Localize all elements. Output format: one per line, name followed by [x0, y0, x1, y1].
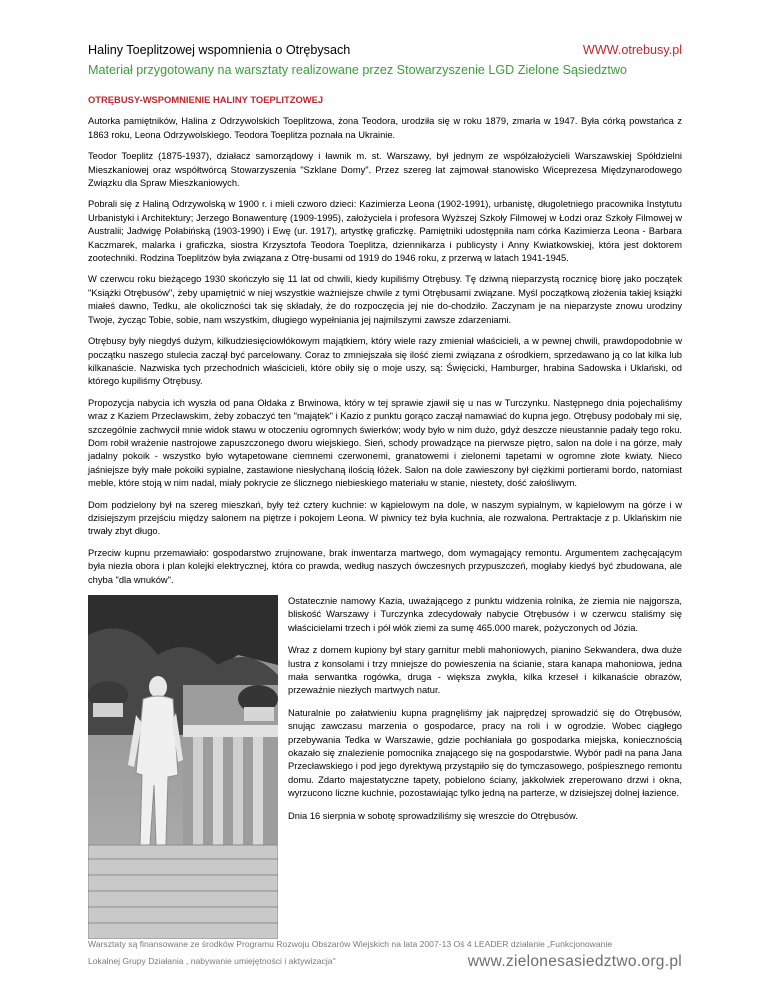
paragraph: Przeciw kupnu przemawiało: gospodarstwo zrujnowane, brak inwentarza martwego, dom wymagający remontu. Argumentem zachęcającym była niezła obora i plan kolejki elektrycznej, która co prawda, według naszych ówczesnych przypuszczeń, mogłaby kiedyś być zbudowana, ale chyba "dla wnuków".: [88, 547, 682, 585]
page-footer: [88, 936, 682, 970]
footer-website-link[interactable]: www.zielonesasiedztwo.org.pl: [467, 953, 682, 970]
footer-funding-line-2: Lokalnej Grupy Działania , nabywanie umiejętności i aktywizacja": [88, 956, 336, 966]
document-title: Haliny Toeplitzowej wspomnienia o Otrębysach: [88, 43, 351, 57]
article-body: [88, 93, 682, 832]
article-heading: OTRĘBUSY-WSPOMNIENIE HALINY TOEPLITZOWEJ: [88, 94, 324, 105]
photo-section: [88, 595, 682, 823]
paragraph: Wraz z domem kupiony był stary garnitur mebli mahoniowych, pianino Sekwandera, dwa duże lustra z konsolami i trzy mniejsze do powieszenia na ścianie, stara kanapa mahoniowa, jedna mała serwantka rogówka, druga - większa zwykła, kilka krzeseł i kilkanaście obrazów, przeważnie niezłych martwych natur.: [288, 645, 682, 696]
paragraph: Teodor Toeplitz (1875-1937), działacz samorządowy i ławnik m. st. Warszawy, był jednym ze współzałożycieli Warszawskiej Spółdzielni Mieszkaniowej oraz współtwórcą Stowarzyszenia "Szklane Domy". Przez szereg lat zajmował stanowisko Wiceprezesa Międzynarodowego Związku dla Spraw Mieszkaniowych.: [88, 151, 682, 189]
paragraph: Naturalnie po załatwieniu kupna pragnęliśmy jak najprędzej sprowadzić się do Otrębusów, snując zawczasu marzenia o gospodarce, pracy na roli i w ogrodzie. Wobec ciągłego przebywania Tedka w Warszawie, gdzie pochłaniała go gospodarka miejska, koniecznością okazało się znalezienie pomocnika znającego się na gospodarstwie. Wybór padł na pana Jana Przecławskiego i pod jego dyrektywą przystąpiło się do tymczasowego, pośpiesznego remontu domu. Zdarto majestatyczne tapety, pobielono ściany, jakkolwiek zreperowano drzwi i okna, wyrzucono liczne kuchnie, pozostawiając tylko jedną na parterze, w dzisiejszej dolnej łazience.: [288, 707, 682, 799]
paragraph: Propozycja nabycia ich wyszła od pana Ołdaka z Brwinowa, który w tej sprawie zjawił się u nas w Turczynku. Następnego dnia pojechaliśmy wraz z Kaziem Przecławskim, żeby zobaczyć ten "majątek" i Kazio z punktu gorąco zaczął namawiać do kupna jego. Otrębusy podobały mi się, szczególnie zachwycił mnie widok stawu w otoczeniu ogromnych świerków; wody było w nim dużo, gdyż deszcze nieustannie padały tego roku. Dom robił wrażenie nastrojowe zapuszczonego dworu wiejskiego. Sień, schody prowadzące na pierwsze piętro, salon na dole i na górze, mały jadalny pokoik - wszystko było wytapetowane ciemnemi czerwonemi, granatowemi i zielonemi tapetami w ogromne złote kwiaty. Nieco jaśniejsze były małe pokoiki sypialne, zastawione niesłychaną ilością łóżek. Salon na dole zawieszony był ciężkimi portierami bordo, natomiast meble, które stoją w nim nadal, miały pokrycie ze ślicznego niebieskiego materiału w stanie, niestety, dość załośliwym.: [88, 397, 682, 489]
page-header: [88, 40, 682, 80]
site-link[interactable]: WWW.otrebusy.pl: [582, 43, 682, 57]
paragraph: Ostatecznie namowy Kazia, uważającego z punktu widzenia rolnika, że ziemia nie najgorsza, bliskość Warszawy i Turczynka zdecydowały nabycie Otrębusów i w czerwcu staliśmy się właścicielami trzech i pół włók ziemi za sumę 465.000 marek, pożyczonych od Józia.: [288, 596, 682, 633]
photo-side-text: [288, 595, 682, 823]
footer-funding-line: Warsztaty są finansowane ze środków Programu Rozwoju Obszarów Wiejskich na lata 2007-13 Oś 4 LEADER działanie „Funkcjonowanie: [88, 939, 613, 949]
paragraph: Dom podzielony był na szereg mieszkań, były też cztery kuchnie: w kąpielowym na dole, w naszym sypialnym, w kąpielowym na górze i w dzisiejszym przejściu między salonem na piętrze i pokojem Leona. W piwnicy też była kuchnia, ale rozwalona. Pertraktacje z p. Uklańskim nie trwały zbyt długo.: [88, 499, 682, 537]
paragraph: Dnia 16 sierpnia w sobotę sprowadziliśmy się wreszcie do Otrębusów.: [288, 810, 578, 821]
paragraph: W czerwcu roku bieżącego 1930 skończyło się 11 lat od chwili, kiedy kupiliśmy Otrębusy. Tę dziwną nieparzystą rocznicę biorę jako początek "Książki Otrębusów", żeby upamiętnić w niej wszystkie ważniejsze chwile z tymi Otrębusami związane. Myśl początkową złożenia takiej książki miałeś dawno, Tedku, ale okoliczności tak się składały, że do rozpoczęcia jej nie do-chodziło. Zaczynam je na nieparzyste znowu urodziny Twoje, życząc Tobie, sobie, nam wszystkim, długiego wypełniania jej najmilszymi zawsze zdarzeniami.: [88, 274, 682, 325]
header-subtitle: Materiał przygotowany na warsztaty realizowane przez Stowarzyszenie LGD Zielone Sąsiedztwo: [88, 63, 627, 77]
paragraph: Pobrali się z Haliną Odrzywolską w 1900 r. i mieli czworo dzieci: Kazimierza Leona (1902-1991), urbanistę, długoletniego pracownika Instytutu Urbanistyki i Architektury; Jerzego Bonawenturę (1909-1995), założyciela i profesora Wyższej Szkoły Filmowej w Łodzi oraz Szkoły Filmowej w Australii; Jadwigę Połabińską (1903-1990) i Ewę (ur. 1917), artystkę graficzkę. Pamiętniki udostępniła nam córka Kazimierza Leona - Barbara Kaczmarek, malarka i graficzka, siostra Krzysztofa Teodora Toeplitza, dziennikarza i publicysty i Anny Kwiatkowskiej, która jest doktorem zootechniki. Rodzina Toeplitzów była związana z Otrę-busami od 1919 do 1946 roku, z przerwą w latach 1941-1945.: [88, 199, 682, 264]
paragraph: Otrębusy były niegdyś dużym, kilkudziesięciowłókowym majątkiem, który wiele razy zmieniał właścicieli, a w pewnej chwili, prawdopodobnie w początku naszego stulecia zaczął być parcelowany. Coraz to zmniejszała się ilość ziemi związana z ośrodkiem, sprzedawano ją co lat kilka lub kilkanaście. Nazwiska tych przechodnich właścicieli, które obiły się o moje uszy, są: Święcicki, Hamburger, hrabina Sadowska i Uklański, od którego kupiliśmy Otrębusy.: [88, 336, 682, 387]
paragraph: Autorka pamiętników, Halina z Odrzywolskich Toeplitzowa, żona Teodora, urodziła się w roku 1879, zmarła w 1947. Była córką powstańca z 1863 roku, Leona Odrzywolskiego. Teodora Toeplitza poznała na Ukrainie.: [88, 116, 682, 140]
historical-photo: [88, 595, 278, 939]
